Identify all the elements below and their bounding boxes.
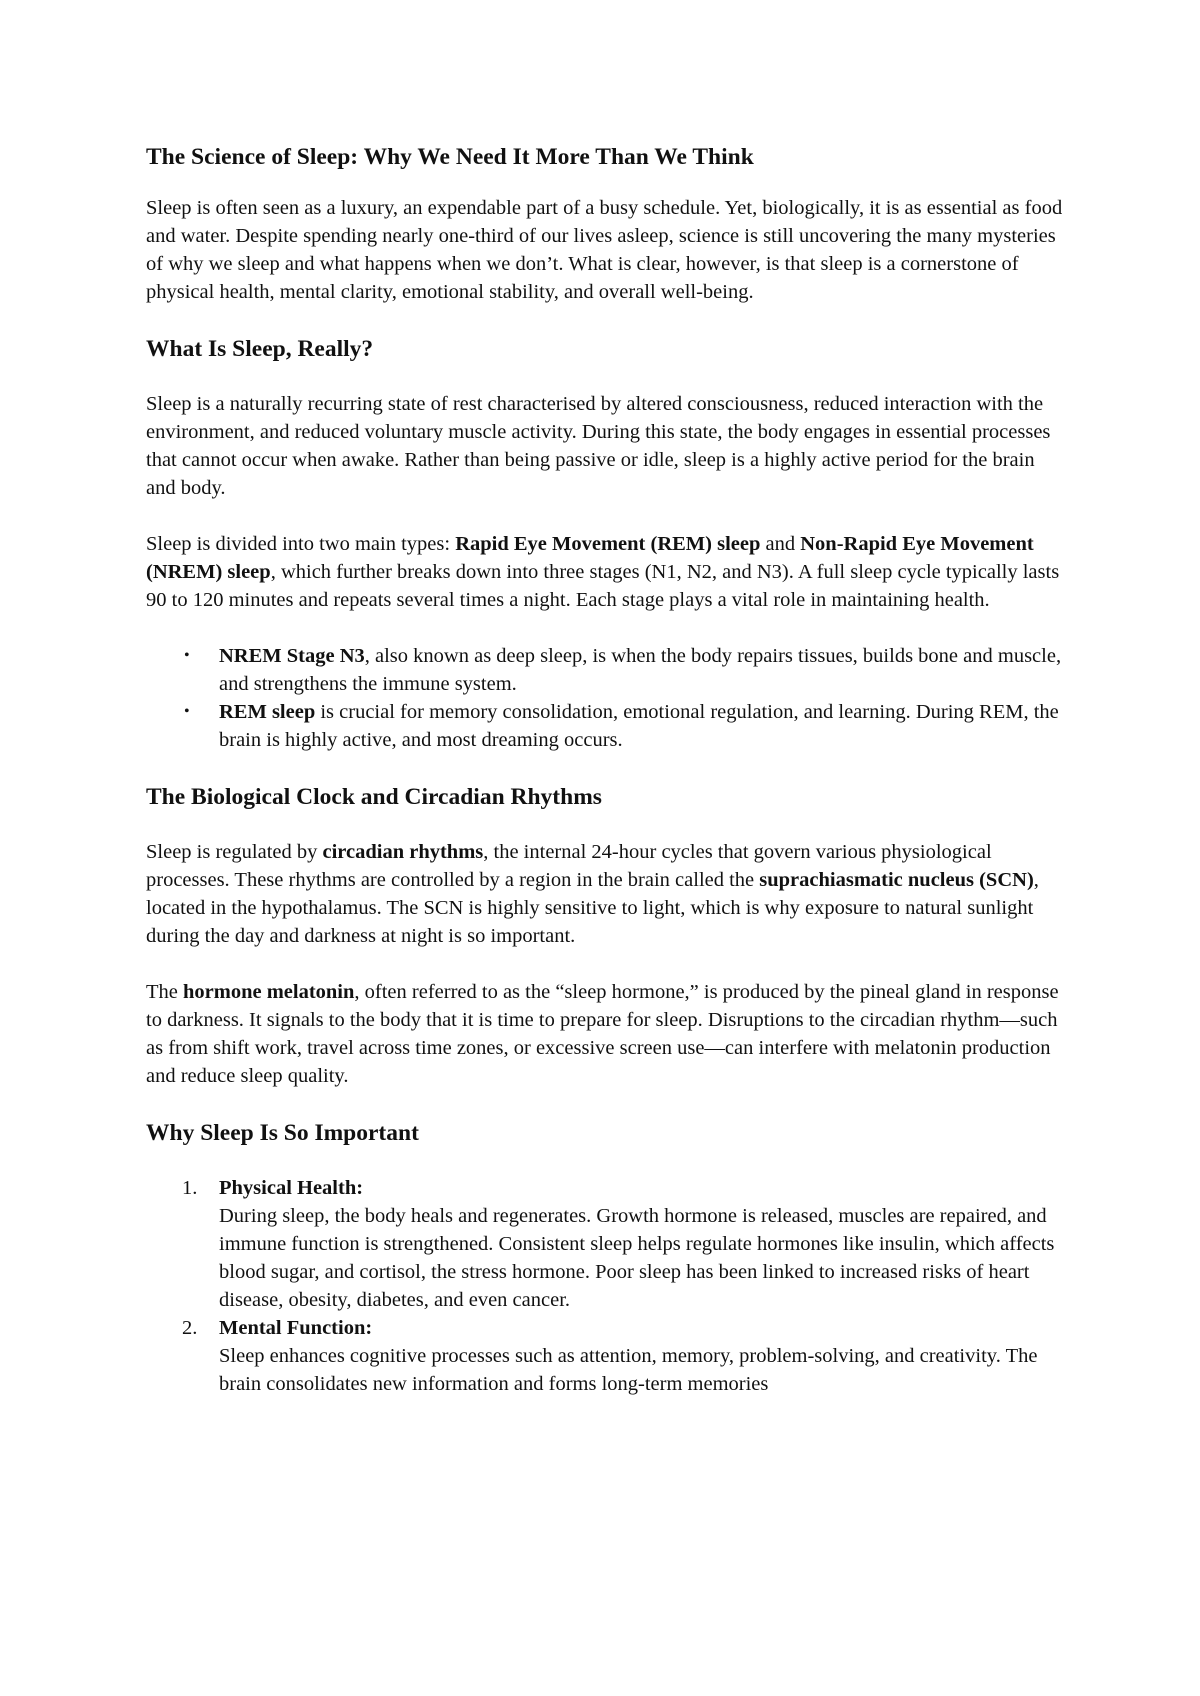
intro-paragraph: Sleep is often seen as a luxury, an expendable part of a busy schedule. Yet, biologically, it is as essential as food and water. Despite spending nearly one-third of our lives asleep, science is still uncovering the many mysteries of why we sleep and what happens when we don’t. What is clear, however, is that sleep is a cornerstone of physical health, mental clarity, emotional stability, and overall well-being. <box>146 197 1063 303</box>
item-title: Physical Health: <box>219 1177 364 1199</box>
list-item <box>146 1314 1066 1398</box>
list-item <box>146 1174 1066 1314</box>
bold-term-rem: Rapid Eye Movement (REM) sleep <box>455 533 761 555</box>
bold-term-nrem: Non-Rapid Eye Movement (NREM) sleep <box>146 533 1034 583</box>
text-run: Sleep is regulated by <box>146 841 323 863</box>
section-heading-biological-clock: The Biological Clock and Circadian Rhythms <box>146 784 602 810</box>
text-run: , located in the hypothalamus. The SCN is highly sensitive to light, which is why exposure to natural sunlight during the day and darkness at night is so important. <box>146 869 1039 947</box>
list-item <box>146 642 1066 698</box>
sleep-stage-bullet-list <box>146 642 1066 754</box>
document-title: The Science of Sleep: Why We Need It More Than We Think <box>146 144 754 170</box>
text-run: , often referred to as the “sleep hormone,” is produced by the pineal gland in response to darkness. It signals to the body that it is time to prepare for sleep. Disruptions to the circadian rhythm—such as from shift work, travel across time zones, or excessive screen use—can interfere with melatonin production and reduce sleep quality. <box>146 981 1059 1087</box>
text-run: and <box>760 533 801 555</box>
text-run: , also known as deep sleep, is when the body repairs tissues, builds bone and muscle, and strengthens the immune system. <box>219 645 1062 695</box>
bold-term-scn: suprachiasmatic nucleus (SCN) <box>759 869 1034 891</box>
item-text: Sleep enhances cognitive processes such as attention, memory, problem-solving, and creativity. The brain consolidates new information and forms long-term memories <box>219 1345 1038 1395</box>
bullet-icon: • <box>184 703 190 720</box>
section-heading-what-is-sleep: What Is Sleep, Really? <box>146 336 374 362</box>
bold-term: REM sleep <box>219 701 316 723</box>
text-run: The <box>146 981 183 1003</box>
importance-numbered-list <box>146 1174 1066 1398</box>
document-body <box>146 142 1066 1398</box>
bold-term-circadian: circadian rhythms <box>322 841 484 863</box>
section2-paragraph-2 <box>146 978 1066 1090</box>
item-text: During sleep, the body heals and regenerates. Growth hormone is released, muscles are repaired, and immune function is strengthened. Consistent sleep helps regulate hormones like insulin, which affects blood sugar, and cortisol, the stress hormone. Poor sleep has been linked to increased risks of heart disease, obesity, diabetes, and even cancer. <box>219 1205 1055 1311</box>
section1-paragraph-1: Sleep is a naturally recurring state of rest characterised by altered consciousness, reduced interaction with the environment, and reduced voluntary muscle activity. During this state, the body engages in essential processes that cannot occur when awake. Rather than being passive or idle, sleep is a highly active period for the brain and body. <box>146 393 1051 499</box>
section1-paragraph-2 <box>146 530 1066 614</box>
text-run: is crucial for memory consolidation, emotional regulation, and learning. During REM, the brain is highly active, and most dreaming occurs. <box>219 701 1059 751</box>
list-number: 2. <box>182 1317 198 1339</box>
bold-term: NREM Stage N3 <box>219 645 365 667</box>
section-heading-why-important: Why Sleep Is So Important <box>146 1120 419 1146</box>
list-item <box>146 698 1066 754</box>
text-run: , which further breaks down into three stages (N1, N2, and N3). A full sleep cycle typically lasts 90 to 120 minutes and repeats several times a night. Each stage plays a vital role in maintaining health. <box>146 561 1060 611</box>
list-number: 1. <box>182 1177 198 1199</box>
text-run: , the internal 24-hour cycles that govern various physiological processes. These rhythms are controlled by a region in the brain called the <box>146 841 992 891</box>
text-run: Sleep is divided into two main types: <box>146 533 456 555</box>
item-title: Mental Function: <box>219 1317 373 1339</box>
bullet-icon: • <box>184 647 190 664</box>
section2-paragraph-1 <box>146 838 1066 950</box>
bold-term-melatonin: hormone melatonin <box>183 981 355 1003</box>
